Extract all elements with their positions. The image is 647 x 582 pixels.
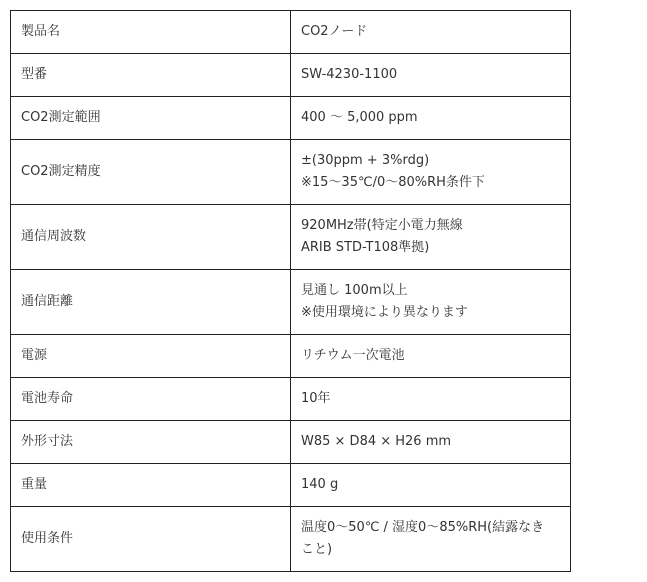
- row-label: 製品名: [11, 11, 291, 54]
- row-value: 見通し 100m以上 ※使用環境により異なります: [291, 270, 571, 335]
- table-row: [11, 378, 571, 421]
- table-row: [11, 421, 571, 464]
- row-value: W85 × D84 × H26 mm: [291, 421, 571, 464]
- table-row: [11, 140, 571, 205]
- table-row: [11, 97, 571, 140]
- row-label: 通信周波数: [11, 205, 291, 270]
- table-row: [11, 335, 571, 378]
- row-label: CO2測定範囲: [11, 97, 291, 140]
- row-value: 400 〜 5,000 ppm: [291, 97, 571, 140]
- row-label: CO2測定精度: [11, 140, 291, 205]
- row-value: 10年: [291, 378, 571, 421]
- row-label: 使用条件: [11, 507, 291, 572]
- table-row: [11, 54, 571, 97]
- row-value: 温度0〜50℃ / 湿度0〜85%RH(結露なき こと): [291, 507, 571, 572]
- row-label: 重量: [11, 464, 291, 507]
- row-value: CO2ノード: [291, 11, 571, 54]
- spec-table: [10, 10, 571, 572]
- table-row: [11, 507, 571, 572]
- row-value: ±(30ppm + 3%rdg) ※15〜35℃/0〜80%RH条件下: [291, 140, 571, 205]
- row-label: 通信距離: [11, 270, 291, 335]
- row-value: リチウム一次電池: [291, 335, 571, 378]
- row-value: 920MHz帯(特定小電力無線 ARIB STD-T108準拠): [291, 205, 571, 270]
- table-row: [11, 270, 571, 335]
- table-row: [11, 11, 571, 54]
- row-label: 外形寸法: [11, 421, 291, 464]
- row-label: 型番: [11, 54, 291, 97]
- row-value: 140 g: [291, 464, 571, 507]
- row-label: 電池寿命: [11, 378, 291, 421]
- table-row: [11, 464, 571, 507]
- table-row: [11, 205, 571, 270]
- row-label: 電源: [11, 335, 291, 378]
- row-value: SW-4230-1100: [291, 54, 571, 97]
